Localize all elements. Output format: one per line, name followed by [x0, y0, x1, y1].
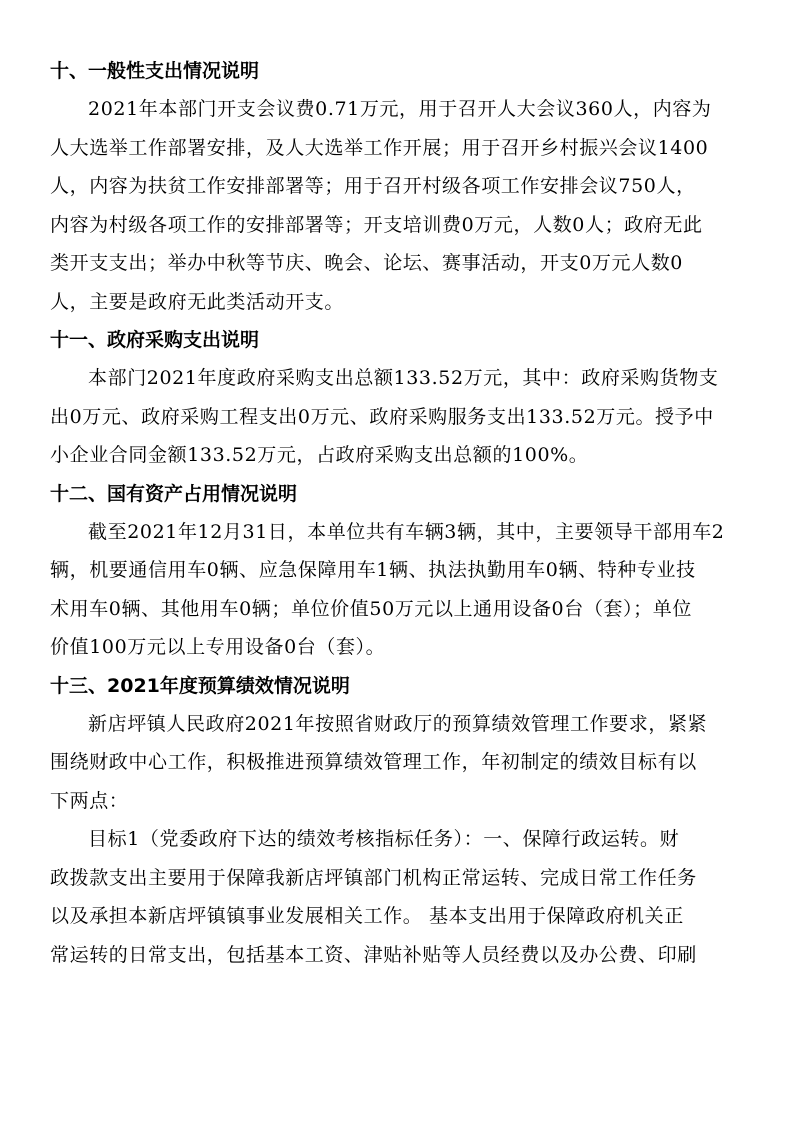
- section-heading-budget-performance: 十三、2021年度预算绩效情况说明: [50, 674, 350, 697]
- paragraph-line: 2021年本部门开支会议费0.71万元，用于召开人大会议360人，内容为: [88, 98, 712, 120]
- paragraph-line: 内容为村级各项工作的安排部署等；开支培训费0万元，人数0人；政府无此: [50, 213, 703, 236]
- document-page: [50, 52, 750, 974]
- section-heading-government-procurement: 十一、政府采购支出说明: [50, 329, 260, 351]
- paragraph-line: 下两点：: [50, 789, 129, 812]
- paragraph-state-assets: [50, 513, 750, 667]
- paragraph-line: 目标1（党委政府下达的绩效考核指标任务）：一、保障行政运转。财: [88, 828, 680, 850]
- paragraph-line: 人，主要是政府无此类活动开支。: [50, 290, 345, 313]
- paragraph-general-expenditure: [50, 90, 750, 321]
- section-heading-general-expenditure: 十、一般性支出情况说明: [50, 60, 260, 82]
- paragraph-line: 小企业合同金额133.52万元，占政府采购支出总额的100%。: [50, 444, 589, 466]
- paragraph-line: 政拨款支出主要用于保障我新店坪镇部门机构正常运转、完成日常工作任务: [50, 866, 697, 889]
- paragraph-line: 常运转的日常支出，包括基本工资、津贴补贴等人员经费以及办公费、印刷: [50, 943, 697, 966]
- paragraph-line: 出0万元、政府采购工程支出0万元、政府采购服务支出133.52万元。授予中: [50, 405, 714, 428]
- paragraph-government-procurement: [50, 359, 750, 475]
- paragraph-line: 价值100万元以上专用设备0台（套）。: [50, 636, 386, 658]
- paragraph-line: 围绕财政中心工作，积极推进预算绩效管理工作，年初制定的绩效目标有以: [50, 751, 697, 773]
- paragraph-budget-performance-target-1: [50, 820, 750, 974]
- paragraph-line: 本部门2021年度政府采购支出总额133.52万元，其中：政府采购货物支: [88, 367, 719, 389]
- paragraph-line: 类开支支出；举办中秋等节庆、晚会、论坛、赛事活动，开支0万元人数0: [50, 252, 683, 274]
- paragraph-line: 以及承担本新店坪镇镇事业发展相关工作。 基本支出用于保障政府机关正: [50, 905, 684, 927]
- section-heading-state-assets: 十二、国有资产占用情况说明: [50, 482, 298, 505]
- paragraph-line: 截至2021年12月31日，本单位共有车辆3辆，其中，主要领导干部用车2: [88, 520, 725, 543]
- paragraph-line: 辆，机要通信用车0辆、应急保障用车1辆、执法执勤用车0辆、特种专业技: [50, 559, 696, 581]
- paragraph-line: 人，内容为扶贫工作安排部署等；用于召开村级各项工作安排会议750人，: [50, 175, 696, 197]
- paragraph-line: 术用车0辆、其他用车0辆；单位价值50万元以上通用设备0台（套）；单位: [50, 597, 692, 620]
- paragraph-line: 人大选举工作部署安排，及人大选举工作开展；用于召开乡村振兴会议1400: [50, 136, 709, 159]
- paragraph-line: 新店坪镇人民政府2021年按照省财政厅的预算绩效管理工作要求，紧紧: [88, 712, 708, 735]
- paragraph-budget-performance-intro: [50, 705, 750, 821]
